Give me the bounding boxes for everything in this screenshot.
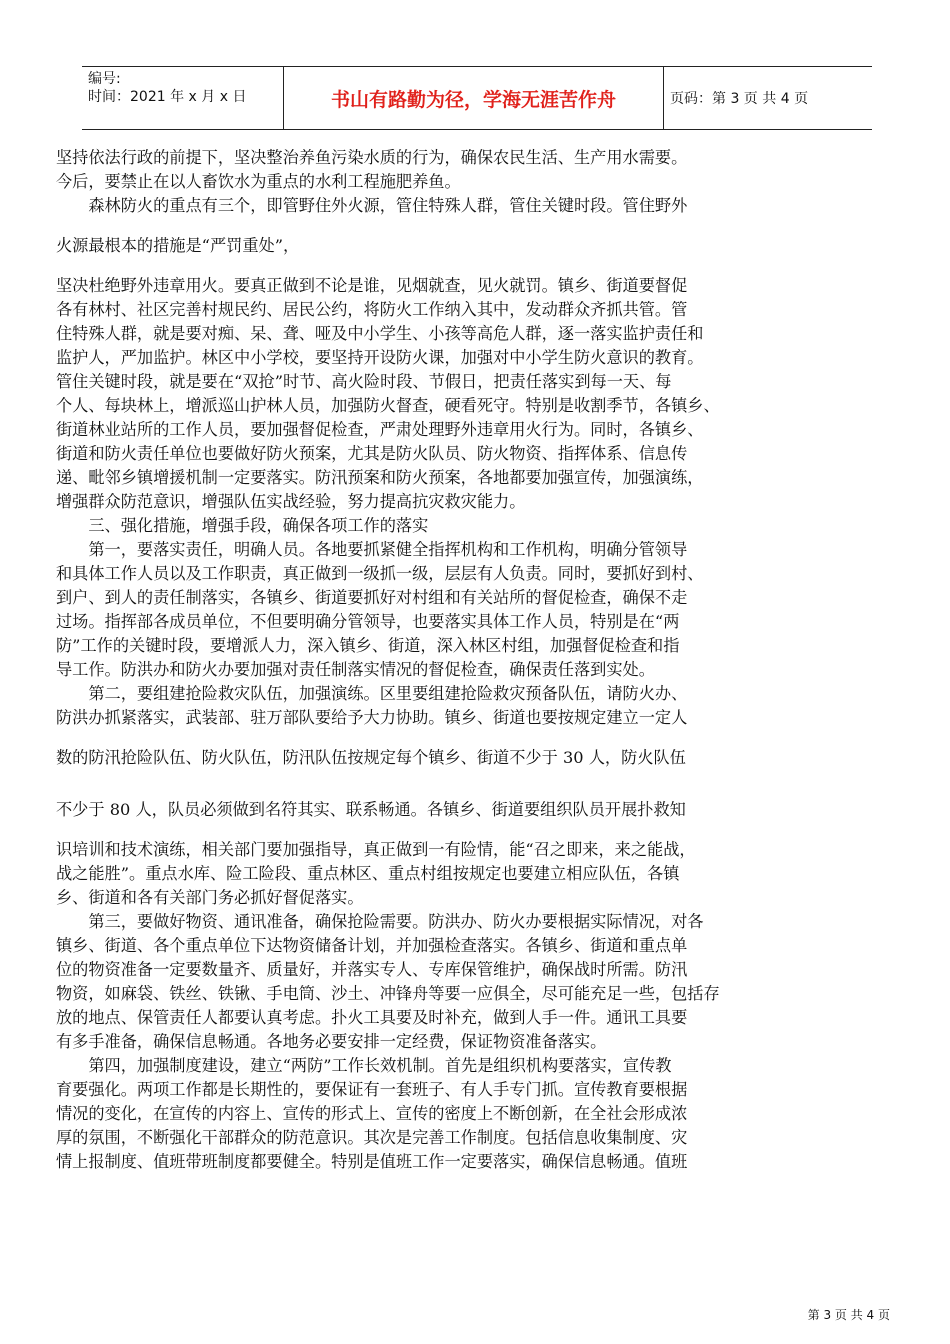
body-line: 情况的变化，在宣传的内容上、宣传的形式上、宣传的密度上不断创新，在全社会形成浓 [56,1104,688,1123]
body-line: 第二，要组建抢险救灾队伍，加强演练。区里要组建抢险救灾预备队伍，请防火办、 [56,684,688,703]
body-line: 森林防火的重点有三个，即管野住外火源，管住特殊人群，管住关键时段。管住野外 [56,196,688,215]
document-body [56,146,914,1174]
body-line: 物资，如麻袋、铁丝、铁锹、手电筒、沙土、冲锋舟等要一应俱全，尽可能充足一些，包括存 [56,984,720,1003]
header-page-info: 页码：第 3 页 共 4 页 [670,91,809,107]
body-line: 各有林村、社区完善村规民约、居民公约，将防火工作纳入其中，发动群众齐抓共管。管 [56,300,688,319]
body-line: 递、毗邻乡镇增援机制一定要落实。防汛预案和防火预案，各地都要加强宣传，加强演练， [56,468,704,487]
body-line: 街道和防火责任单位也要做好防火预案，尤其是防火队员、防火物资、指挥体系、信息传 [56,444,688,463]
body-line: 有多手准备，确保信息畅通。各地务必要安排一定经费，保证物资准备落实。 [56,1032,607,1051]
body-line: 厚的氛围，不断强化干部群众的防范意识。其次是完善工作制度。包括信息收集制度、灾 [56,1128,688,1147]
body-line: 乡、街道和各有关部门务必抓好督促落实。 [56,888,364,907]
body-line: 放的地点、保管责任人都要认真考虑。扑火工具要及时补充，做到人手一件。通讯工具要 [56,1008,688,1027]
body-line: 数的防汛抢险队伍、防火队伍，防汛队伍按规定每个镇乡、街道不少于 30 人，防火队伍 [56,748,686,767]
body-line: 和具体工作人员以及工作职责，真正做到一级抓一级，层层有人负责。同时，要抓好到村、 [56,564,704,583]
body-line: 第四，加强制度建设，建立“两防”工作长效机制。首先是组织机构要落实，宣传教 [56,1056,672,1075]
page-footer-label: 第 3 页 共 4 页 [807,1308,890,1322]
body-line: 导工作。防洪办和防火办要加强对责任制落实情况的督促检查，确保责任落到实处。 [56,660,655,679]
body-line: 识培训和技术演练，相关部门要加强指导，真正做到一有险情，能“召之即来，来之能战， [56,840,696,859]
body-line: 住特殊人群，就是要对痴、呆、聋、哑及中小学生、小孩等高危人群，逐一落实监护责任和 [56,324,704,343]
body-line: 管住关键时段，就是要在“双抢”时节、高火险时段、节假日，把责任落实到每一天、每 [56,372,672,391]
body-line: 不少于 80 人，队员必须做到名符其实、联系畅通。各镇乡、街道要组织队员开展扑救知 [56,800,686,819]
body-line: 过场。指挥部各成员单位，不但要明确分管领导，也要落实具体工作人员，特别是在“两 [56,612,680,631]
body-line: 监护人，严加监护。林区中小学校，要坚持开设防火课，加强对中小学生防火意识的教育。 [56,348,704,367]
body-line: 育要强化。两项工作都是长期性的，要保证有一套班子、有人手专门抓。宣传教育要根据 [56,1080,688,1099]
header-motto: 书山有路勤为径，学海无涯苦作舟 [284,67,664,129]
body-line: 坚持依法行政的前提下，坚决整治养鱼污染水质的行为，确保农民生活、生产用水需要。 [56,148,688,167]
body-line: 情上报制度、值班带班制度都要健全。特别是值班工作一定要落实，确保信息畅通。值班 [56,1152,688,1171]
body-line: 第一，要落实责任，明确人员。各地要抓紧健全指挥机构和工作机构，明确分管领导 [56,540,688,559]
body-line: 街道林业站所的工作人员，要加强督促检查，严肃处理野外违章用火行为。同时，各镇乡、 [56,420,704,439]
body-line: 防”工作的关键时段，要增派人力，深入镇乡、街道，深入林区村组，加强督促检查和指 [56,636,680,655]
body-line: 坚决杜绝野外违章用火。要真正做到不论是谁，见烟就查，见火就罚。镇乡、街道要督促 [56,276,688,295]
header-meta [82,67,284,129]
body-line: 镇乡、街道、各个重点单位下达物资储备计划，并加强检查落实。各镇乡、街道和重点单 [56,936,688,955]
page-header [82,66,872,130]
document-number-label: 编号: [88,71,121,87]
body-line: 今后，要禁止在以人畜饮水为重点的水利工程施肥养鱼。 [56,172,461,191]
body-line: 战之能胜”。重点水库、险工险段、重点林区、重点村组按规定也要建立相应队伍，各镇 [56,864,680,883]
body-line: 第三，要做好物资、通讯准备，确保抢险需要。防洪办、防火办要根据实际情况，对各 [56,912,704,931]
body-line: 到户、到人的责任制落实，各镇乡、街道要抓好对村组和有关站所的督促检查，确保不走 [56,588,688,607]
body-line: 防洪办抓紧落实，武装部、驻万部队要给予大力协助。镇乡、街道也要按规定建立一定人 [56,708,688,727]
body-line: 位的物资准备一定要数量齐、质量好，并落实专人、专库保管维护，确保战时所需。防汛 [56,960,688,979]
document-date-label: 时间：2021 年 x 月 x 日 [88,89,247,105]
body-line: 个人、每块林上，增派巡山护林人员，加强防火督查，硬看死守。特别是收割季节，各镇乡、 [56,396,720,415]
body-line: 增强群众防范意识，增强队伍实战经验，努力提高抗灾救灾能力。 [56,492,526,511]
body-line: 火源最根本的措施是“严罚重处”， [56,236,300,255]
section-heading: 三、强化措施，增强手段，确保各项工作的落实 [56,516,429,535]
